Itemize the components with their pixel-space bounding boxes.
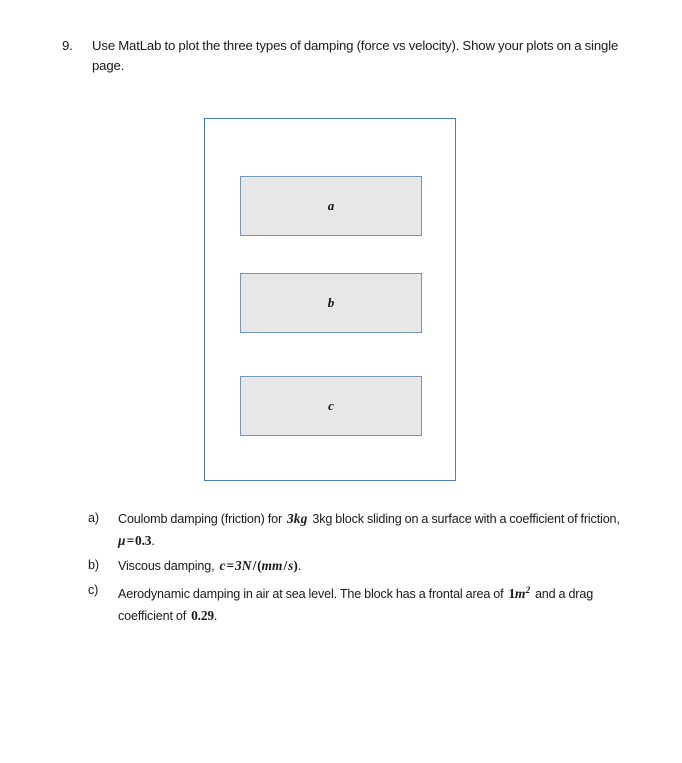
subitem-b-math-slash-2: /: [283, 558, 288, 573]
subitem-c-math-area-unit: m: [515, 586, 526, 602]
subitem-c-text: [118, 580, 638, 627]
subitem-c-math-drag-coefficient: 0.29: [191, 608, 214, 624]
plot-label-c: c: [328, 398, 334, 413]
subitem-a-text: [118, 508, 638, 552]
plot-label-a: a: [327, 198, 335, 213]
subitem-b: [88, 555, 638, 577]
subitem-list: [88, 508, 638, 630]
subitem-a-math-equals: =: [126, 533, 135, 548]
subitem-b-period: .: [297, 559, 302, 573]
subitem-b-marker: b): [88, 558, 99, 572]
subitem-c: [88, 580, 638, 627]
subitem-b-text: [118, 555, 638, 577]
question-text: Use MatLab to plot the three types of damping (force vs velocity). Show your plots on a single page.: [92, 38, 619, 73]
subitem-a-math-mu-value: 0.3: [135, 533, 152, 548]
subitem-b-math-value: 3N: [235, 558, 252, 573]
plot-placeholder-a: [240, 176, 422, 236]
subitem-a-math-mu: μ: [118, 533, 126, 548]
subitem-b-math-mm: mm: [261, 558, 283, 573]
subitem-c-math-area-exponent: 2: [525, 585, 530, 595]
plot-label-b: b: [327, 295, 335, 310]
subitem-b-math-paren-open: (: [257, 558, 262, 573]
subitem-b-math-c: c: [219, 558, 226, 573]
subitem-c-marker: c): [88, 583, 99, 597]
question-row: [62, 36, 634, 76]
question-number: 9.: [62, 38, 73, 53]
subitem-c-lead: Aerodynamic damping in air at sea level. The block has a frontal area of: [118, 587, 504, 602]
subitem-a-marker: a): [88, 511, 99, 525]
subitem-b-math-paren-close: ): [293, 558, 298, 573]
subitem-a-lead: Coulomb damping (friction) for: [118, 512, 282, 526]
subitem-b-lead: Viscous damping,: [118, 559, 215, 573]
subitem-c-math-area-number: 1: [508, 586, 516, 602]
subitem-b-math-slash-1: /: [252, 558, 257, 573]
plot-placeholder-b: [240, 273, 422, 333]
plot-placeholder-c: [240, 376, 422, 436]
subitem-c-period: .: [213, 609, 218, 624]
subitem-b-math-equals: =: [226, 558, 235, 573]
subitem-c-mid: and a drag coefficient of: [118, 587, 594, 624]
subitem-a-mid: 3kg block sliding on a surface with a coefficient of friction,: [312, 512, 620, 526]
subitem-b-math-s: s: [288, 558, 294, 573]
question-9-block: [62, 36, 634, 76]
diagram-outer-frame: [204, 118, 456, 481]
subitem-a: [88, 508, 638, 552]
subitem-a-period: .: [151, 534, 155, 548]
subitem-a-math-mass: 3kg: [286, 511, 308, 526]
